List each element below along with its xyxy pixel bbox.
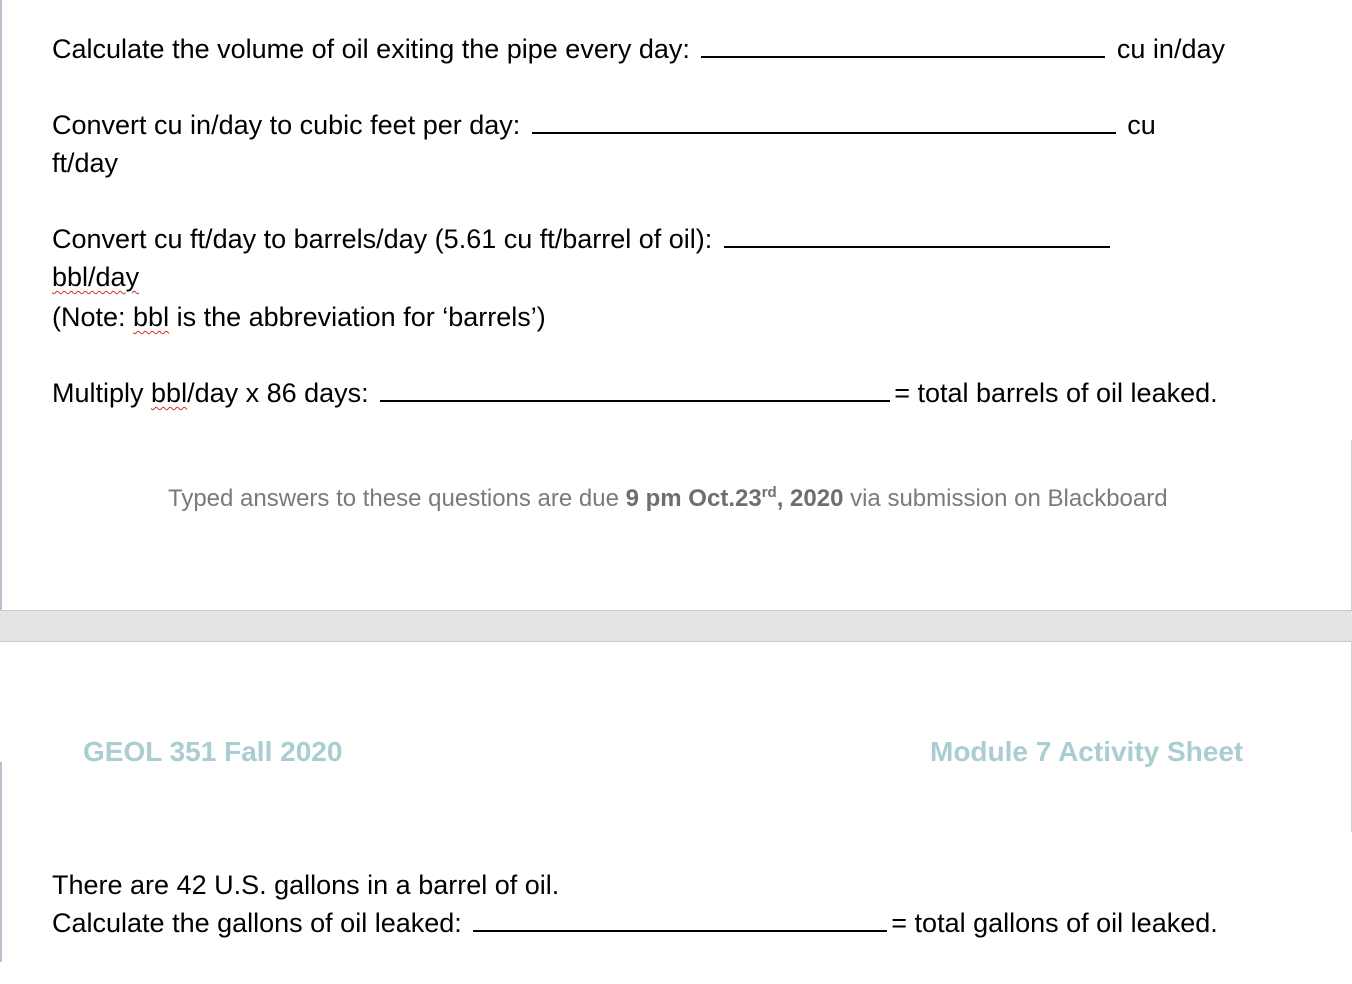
question-cubic-feet-unit-a: cu <box>1127 110 1156 140</box>
total-barrels-abbrev: bbl <box>151 378 188 408</box>
question-gallons <box>52 906 1218 940</box>
question-cubic-feet-unit-line <box>52 146 118 180</box>
page-left-edge <box>0 0 2 610</box>
question-total-barrels <box>52 376 1218 410</box>
page-left-edge <box>0 762 2 962</box>
due-date: 9 pm Oct.23 <box>625 485 762 512</box>
due-date-sup: rd <box>761 484 777 501</box>
total-barrels-prompt-b: /day x 86 days: <box>187 378 369 408</box>
question-gallons-statement <box>52 868 559 902</box>
answer-blank-volume[interactable] <box>701 34 1105 58</box>
total-barrels-prompt-a: Multiply <box>52 378 152 408</box>
question-barrels-note <box>52 300 546 334</box>
header-title: Module 7 Activity Sheet <box>930 736 1244 767</box>
answer-blank-cubic-feet[interactable] <box>532 110 1116 134</box>
gallons-result: = total gallons of oil leaked. <box>891 908 1218 938</box>
question-barrels-per-day <box>52 222 1114 256</box>
header-course: GEOL 351 Fall 2020 <box>83 736 343 767</box>
question-volume-per-day <box>52 32 1225 66</box>
question-cubic-feet-prompt: Convert cu in/day to cubic feet per day: <box>52 110 521 140</box>
gallons-statement: There are 42 U.S. gallons in a barrel of oil. <box>52 870 560 900</box>
gallons-prompt: Calculate the gallons of oil leaked: <box>52 908 462 938</box>
question-cubic-feet-unit-b: ft/day <box>52 148 119 178</box>
question-cubic-feet <box>52 108 1156 142</box>
due-year: , 2020 <box>776 485 844 512</box>
question-volume-unit: cu in/day <box>1116 34 1225 64</box>
answer-blank-gallons[interactable] <box>473 908 887 932</box>
note-suffix: is the abbreviation for ‘barrels’) <box>169 302 546 332</box>
question-barrels-unit-line <box>52 260 139 294</box>
due-notice <box>168 484 1168 513</box>
question-volume-prompt: Calculate the volume of oil exiting the pipe every day: <box>52 34 690 64</box>
answer-blank-barrels[interactable] <box>724 224 1110 248</box>
question-barrels-prompt: Convert cu ft/day to barrels/day (5.61 cu ft/barrel of oil): <box>52 224 713 254</box>
total-barrels-result: = total barrels of oil leaked. <box>894 378 1218 408</box>
question-barrels-unit: bbl/day <box>52 262 140 292</box>
note-abbrev: bbl <box>133 302 170 332</box>
note-prefix: (Note: <box>52 302 134 332</box>
answer-blank-total-barrels[interactable] <box>380 378 890 402</box>
due-suffix: via submission on Blackboard <box>843 485 1168 512</box>
page-break-gap <box>0 610 1352 642</box>
due-prefix: Typed answers to these questions are due <box>168 485 626 512</box>
